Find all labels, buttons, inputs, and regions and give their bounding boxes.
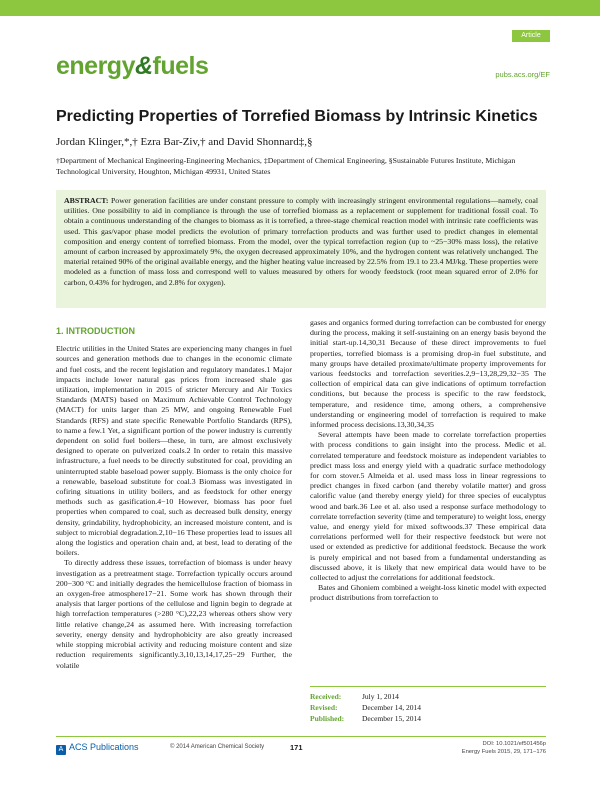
paragraph: gases and organics formed during torrefaction can be combusted for energy during the process, making it self-sustaining on an energy basis beyond the initial start-up.14,30,31 Because of these direct improvements to fuel properties, torrefied biomass is a promising drop-in fuel substitute, and many groups have detailed proximate/ultimate property improvements for various feedstocks and torrefaction severities.2,9−13,28,29,32−35 The collection of empirical data can give indications of optimum torrefaction conditions, but because the process is specific to the raw feedstock, temperature, and residence time, among others, a comprehensive understanding or engineering model of torrefaction is required to make informed process decisions.13,30,34,35 [310,318,546,430]
article-title: Predicting Properties of Torrefied Biomass by Intrinsic Kinetics [56,108,538,125]
paragraph: Bates and Ghoniem combined a weight-loss kinetic model with expected product distributions from torrefaction to [310,583,546,603]
article-type-badge: Article [512,30,550,42]
abstract-label: ABSTRACT: [64,196,109,205]
paragraph: Several attempts have been made to correlate torrefaction properties with process conditions to gain insight into the process. Medic et al. correlated temperature and feedstock moisture as independent variables to predict mass loss and energy yield with a quadratic surface methodology for corn stover.5 Almeida et al. used mass loss in linear regressions to predict changes in fixed carbon (and thereby volatile matter) and gross calorific value (and thereby energy yield) for three species of eucalyptus wood and bark.36 Lee et al. also used a response surface methodology to correlate torrefaction severity (time and temperature) to weight loss, energy value, and energy yield for mixed softwoods.37 These empirical data correlations performed well for their respective feedstock but were not used or extended as predictive for additional feedstock. Because the work is purely empirical and not based from a fundamental understanding as discussed above, it is likely that new empirical data would have to be collected to adjust the correlations for additional feedstock. [310,430,546,583]
publication-dates [310,686,546,724]
author-list[interactable]: Jordan Klinger,*,† Ezra Bar-Ziv,† and David Shonnard‡,§ [56,136,313,148]
received-date-row: Received: July 1, 2014 [310,692,399,701]
journal-logo[interactable] [56,52,208,81]
header-band [0,0,600,16]
section-heading-introduction: 1. INTRODUCTION [56,326,136,336]
logo-tail: fuels [152,52,209,80]
logo-amp: & [134,52,153,80]
acs-icon: A [56,745,66,755]
paragraph: Electric utilities in the United States are experiencing many changes in fuel sources and generation methods due to changes in the economic climate and fuel costs, and the recent legislation and regulatory mandates.1 Major impacts include lower natural gas prices from increased shale gas utilization, implementation in 2015 of stricter Mercury and Air Toxics Standards (MATS) based on Maximum Achievable Control Technology (MACT) for units larger than 25 MW, and ongoing Renewable Fuel Standards (RFS) and state specific Renewable Portfolio Standards (RPS), to name a few.1 Yet, a significant portion of the power industry is currently dependent on solid fuel boilers—these, in turn, are almost exclusively designed to operate on pulverized coals.2 In order to retain this massive infrastructure, a fuel needs to be directly substituted for coal, providing an uninterrupted stable baseload power supply. Biomass is the only choice for a renewable, baseload substitute for coal.3 Biomass was investigated in cofiring situations in utility boilers, and as feedstock for other energy methods such as gasification.4−10 However, biomass has poor fuel properties when compared to coal, such as decreased bulk density, energy density, grindability, hydrophobicity, an increased moisture content, and is subject to microbial degradation.2,10−16 These properties lead to issues all along the logistics and operation chain and, at best, lead to derating of the boilers. [56,344,292,558]
doi-text: DOI: 10.1021/ef501456p [482,741,546,747]
left-column [56,318,292,671]
acs-logo-text: ACS Publications [69,742,139,752]
paragraph: To directly address these issues, torrefaction of biomass is under heavy investigation as a pretreatment stage. Torrefaction typically occurs around 200−300 °C and initially degrades the hemicellulose fraction of biomass in an oxygen-free atmosphere17−21. Some work has shown through their analysis that larger portions of the cellulose and lignin begin to degrade at high torrefaction temperatures (>280 °C),22,23 whereas others show very little relative change,24 as assumed here. With increasing torrefaction severity, energy density and hydrophobicity are also greatly increased while stopping microbial activity and reducing moisture content and size reduction requirements significantly.3,10,13,14,17,25−29 Further, the volatile [56,558,292,670]
citation-text: Energy Fuels 2015, 29, 171−176 [461,749,546,755]
affiliations: †Department of Mechanical Engineering-Engineering Mechanics, ‡Department of Chemical Engineering, §Sustainable Futures Institute, Michigan Technological University, Houghton, Michigan 49931, United States [56,156,516,176]
abstract-box [56,190,546,308]
revised-date-row: Revised: December 14, 2014 [310,703,421,712]
logo-main: energy [56,52,135,80]
journal-url-link[interactable]: pubs.acs.org/EF [495,70,550,79]
acs-publications-logo[interactable] [56,742,139,755]
copyright-notice: © 2014 American Chemical Society [170,744,265,750]
abstract-text: Power generation facilities are under constant pressure to comply with increasingly stringent environmental regulations—namely, coal utilities. One possibility to aid in compliance is through the use of torrefied biomass as a replacement or supplement for traditional fossil coal. To obtain a continuous understanding of the changes to biomass as it is torrefied, a three-stage chemical reaction model with intrinsic rate coefficients was used. This gas/vapor phase model predicts the evolution of primary torrefaction products and was further used to predict changes in elemental composition and energy content of torrefied biomass. From the model, over the typical torrefaction region (up to ~25−30% mass loss), the relative amount of carbon increased by approximately 9%, the oxygen decreased approximately 10%, and the hydrogen content was relatively unchanged. The material retained 90% of the original available energy, and the higher heating value increased by 22.5% from 19.1 to 23.4 MJ/kg. These properties were modeled as a function of mass loss and correspond well to values measured by others for woody feedstock (root mean squared error of 2.0% for carbon, 0.43% for hydrogen, and 2.8% for oxygen). [64,196,539,287]
footer-divider [56,736,546,737]
published-date-row: Published: December 15, 2014 [310,714,421,723]
doi-citation[interactable] [462,740,546,756]
right-column [310,318,546,604]
page-number: 171 [290,743,303,752]
